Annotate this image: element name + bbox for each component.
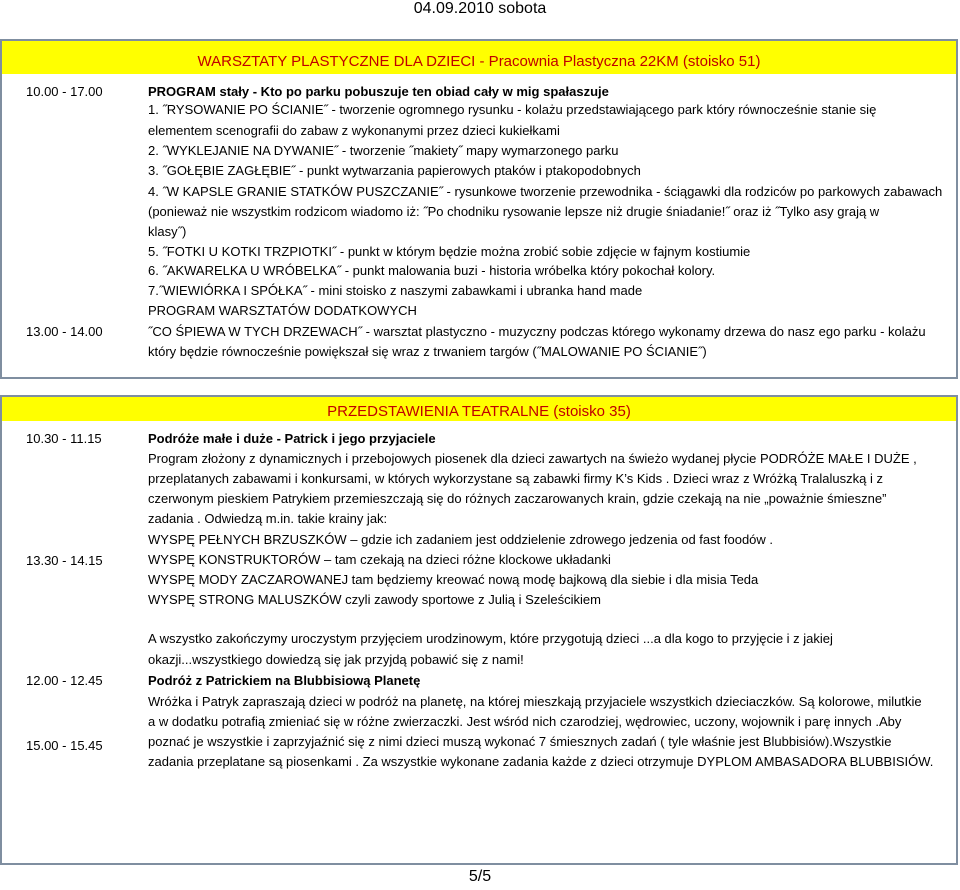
program-line: 6. ˝AKWARELKA U WRÓBELKA˝ - punkt malowania buzi - historia wróbelka który pokochał kolory.	[148, 263, 716, 278]
show-description: WYSPĘ PEŁNYCH BRZUSZKÓW – gdzie ich zadaniem jest oddzielenie zdrowego jedzenia od fast foodów .	[148, 532, 774, 547]
program-line: 1. ˝RYSOWANIE PO ŚCIANIE˝ - tworzenie ogromnego rysunku - kolażu przedstawiającego park który równocześnie stanie się	[148, 102, 877, 117]
program-heading: PROGRAM stały - Kto po parku pobuszuje ten obiad cały w mig spałaszuje	[148, 84, 609, 99]
show-description: poznać je wszystkie i zaprzyjaźnić się z nimi dzieci muszą wykonać 7 śmiesznych zadań ( tyle właśnie jest Blubbisiów).Wszystkie	[148, 734, 892, 749]
program-line: 3. ˝GOŁĘBIE ZAGŁĘBIE˝ - punkt wytwarzania papierowych ptaków i ptakopodobnych	[148, 163, 641, 178]
show-description: WYSPĘ KONSTRUKTORÓW – tam czekają na dzieci różne klockowe układanki	[148, 552, 611, 567]
show-description: Wróżka i Patryk zapraszają dzieci w podróż na planetę, na której mieszkają przyjaciele wszystkich dzieciaczków. Są kolorowe, milutkie	[148, 694, 922, 709]
page-number: 5/5	[468, 868, 492, 885]
time-label: 13.00 - 14.00	[26, 324, 103, 339]
time-label: 13.30 - 14.15	[26, 553, 103, 568]
show-description: a w dodatku potrafią zmieniać się w różne zwierzaczki. Jest wśród nich czarodziej, wędrowiec, uczony, wojownik i parę innych .Aby	[148, 714, 902, 729]
program-line: PROGRAM WARSZTATÓW DODATKOWYCH	[148, 303, 417, 318]
show-description: przeplatanych zabawami i konkursami, w których wykorzystane są zabawki firmy K’s Kids . Dzieci wraz z Wróżką Tralaluszką i z	[148, 471, 883, 486]
program-line: (ponieważ nie wszystkim rodzicom wiadomo iż: ˝Po chodniku rysowanie lepsze niż drugie śniadanie!˝ oraz iż ˝Tylko asy grają w	[148, 204, 880, 219]
time-label: 15.00 - 15.45	[26, 738, 103, 753]
program-line: ˝CO ŚPIEWA W TYCH DRZEWACH˝ - warsztat plastyczno - muzyczny podczas którego wykonamy drzewa do nasz ego parku - kolażu	[148, 324, 926, 339]
show-description: WYSPĘ MODY ZACZAROWANEJ tam będziemy kreować nową modę bajkową dla siebie i dla misia Teda	[148, 572, 759, 587]
show-description: WYSPĘ STRONG MALUSZKÓW czyli zawody sportowe z Julią i Szeleścikiem	[148, 592, 601, 607]
program-line: 4. ˝W KAPSLE GRANIE STATKÓW PUSZCZANIE˝ - rysunkowe tworzenie przewodnika - ściągawki dla rodziców po parkowych zabawach	[148, 184, 943, 199]
page-date: 04.09.2010 sobota	[413, 0, 547, 17]
time-label: 12.00 - 12.45	[26, 673, 103, 688]
program-line: elementem scenografii do zabaw z wykonanymi przez dzieci kukiełkami	[148, 123, 560, 138]
show-description: okazji...wszystkiego dowiedzą się jak przyjdą pobawić się z nami!	[148, 652, 524, 667]
section-header-band	[2, 41, 956, 74]
section-header-band	[2, 397, 956, 421]
program-line: 5. ˝FOTKI U KOTKI TRZPIOTKI˝ - punkt w którym będzie można zrobić sobie zdjęcie w fajnym kostiumie	[148, 244, 751, 259]
show-title: Podróż z Patrickiem na Blubbisiową Planetę	[148, 673, 421, 688]
theatre-section	[0, 395, 958, 865]
show-description: A wszystko zakończymy uroczystym przyjęciem urodzinowym, które przygotują dzieci ...a dla kogo to przyjęcie i z jakiej	[148, 631, 833, 646]
time-label: 10.30 - 11.15	[26, 431, 102, 446]
show-description: Program złożony z dynamicznych i przebojowych piosenek dla dzieci zawartych na świeżo wydanej płycie PODRÓŻE MAŁE I DUŻE ,	[148, 451, 917, 466]
show-description: zadania . Odwiedzą m.in. takie krainy jak:	[148, 511, 388, 526]
time-label: 10.00 - 17.00	[26, 84, 103, 99]
section-title: WARSZTATY PLASTYCZNE DLA DZIECI - Pracownia Plastyczna 22KM (stoisko 51)	[197, 53, 761, 70]
section-title: PRZEDSTAWIENIA TEATRALNE (stoisko 35)	[327, 403, 631, 420]
show-description: czerwonym pieskiem Patrykiem przemieszczają się do różnych zaczarowanych krain, gdzie czekają na nie „poważnie śmieszne”	[148, 491, 887, 506]
show-description: zadania przeplatane są piosenkami . Za wszystkie wykonane zadania każde z dzieci otrzymuje DYPLOM AMBASADORA BLUBBISIÓW.	[148, 754, 934, 769]
program-line: klasy˝)	[148, 224, 187, 239]
show-title: Podróże małe i duże - Patrick i jego przyjaciele	[148, 431, 436, 446]
program-line: 2. ˝WYKLEJANIE NA DYWANIE˝ - tworzenie ˝makiety˝ mapy wymarzonego parku	[148, 143, 619, 158]
program-line: który będzie równocześnie powiększał się wraz z trwaniem targów (˝MALOWANIE PO ŚCIANIE˝)	[148, 344, 707, 359]
program-line: 7.˝WIEWIÓRKA I SPÓŁKA˝ - mini stoisko z naszymi zabawkami i ubranka hand made	[148, 283, 643, 298]
workshops-section	[0, 39, 958, 379]
